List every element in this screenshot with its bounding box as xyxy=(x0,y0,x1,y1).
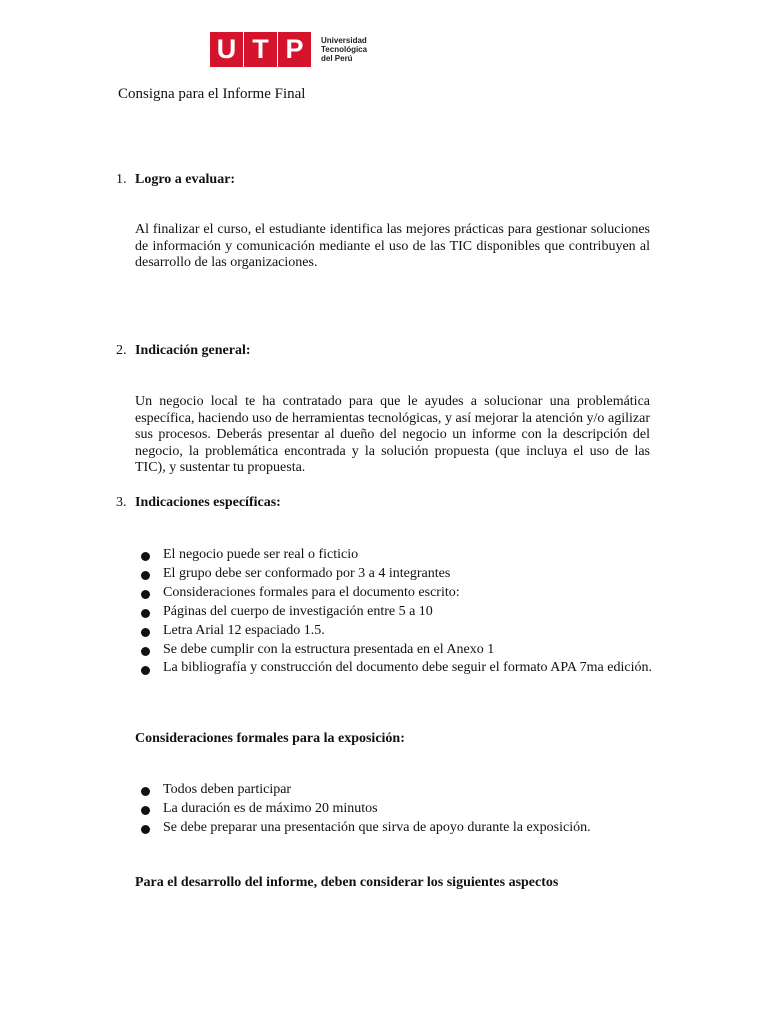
section-2-paragraph: Un negocio local te ha contratado para que le ayudes a solucionar una problemática específica, haciendo uso de herramientas tecnológicas, y así mejorar la atención y/o agilizar sus procesos. Deberás presentar al dueño del negocio un informe con la descripción del negocio, la problemática encontrada y la solución propuesta (que incluya el uso de las TIC), y sustentar tu propuesta. xyxy=(135,394,650,475)
section-3-heading xyxy=(116,495,281,511)
logo-line-3: del Perú xyxy=(321,54,353,63)
logo-letter-t: T xyxy=(244,32,277,67)
list-item: Se debe cumplir con la estructura presentada en el Anexo 1 xyxy=(135,640,670,659)
document-title: Consigna para el Informe Final xyxy=(118,86,306,102)
section-number: 3. xyxy=(116,495,127,510)
exposition-heading: Consideraciones formales para la exposición: xyxy=(135,731,405,746)
list-item: La duración es de máximo 20 minutos xyxy=(135,799,670,818)
specific-indications-list xyxy=(135,545,670,677)
utp-logo xyxy=(210,32,367,67)
logo-wordmark xyxy=(321,36,367,63)
list-item: Todos deben participar xyxy=(135,780,670,799)
logo-line-1: Universidad xyxy=(321,36,367,45)
closing-heading: Para el desarrollo del informe, deben considerar los siguientes aspectos xyxy=(135,875,559,890)
exposition-list xyxy=(135,780,670,837)
section-title: Logro a evaluar: xyxy=(135,172,236,187)
list-item: Letra Arial 12 espaciado 1.5. xyxy=(135,621,670,640)
section-1-heading xyxy=(116,172,235,188)
list-item: Páginas del cuerpo de investigación entre 5 a 10 xyxy=(135,602,670,621)
section-number: 1. xyxy=(116,172,127,187)
section-title: Indicaciones específicas: xyxy=(135,495,281,510)
section-title: Indicación general: xyxy=(135,343,251,358)
list-item: Se debe preparar una presentación que sirva de apoyo durante la exposición. xyxy=(135,818,670,837)
section-1-paragraph: Al finalizar el curso, el estudiante identifica las mejores prácticas para gestionar soluciones de información y comunicación mediante el uso de las TIC disponibles que contribuyen al desarrollo de las organizaciones. xyxy=(135,222,650,270)
list-item: Consideraciones formales para el documento escrito: xyxy=(135,583,670,602)
logo-line-2: Tecnológica xyxy=(321,45,368,54)
logo-letter-u: U xyxy=(210,32,243,67)
section-number: 2. xyxy=(116,343,127,358)
logo-letter-p: P xyxy=(278,32,311,67)
list-item: El grupo debe ser conformado por 3 a 4 integrantes xyxy=(135,564,670,583)
section-2-heading xyxy=(116,343,251,359)
list-item: El negocio puede ser real o ficticio xyxy=(135,545,670,564)
list-item: La bibliografía y construcción del documento debe seguir el formato APA 7ma edición. xyxy=(135,659,670,677)
